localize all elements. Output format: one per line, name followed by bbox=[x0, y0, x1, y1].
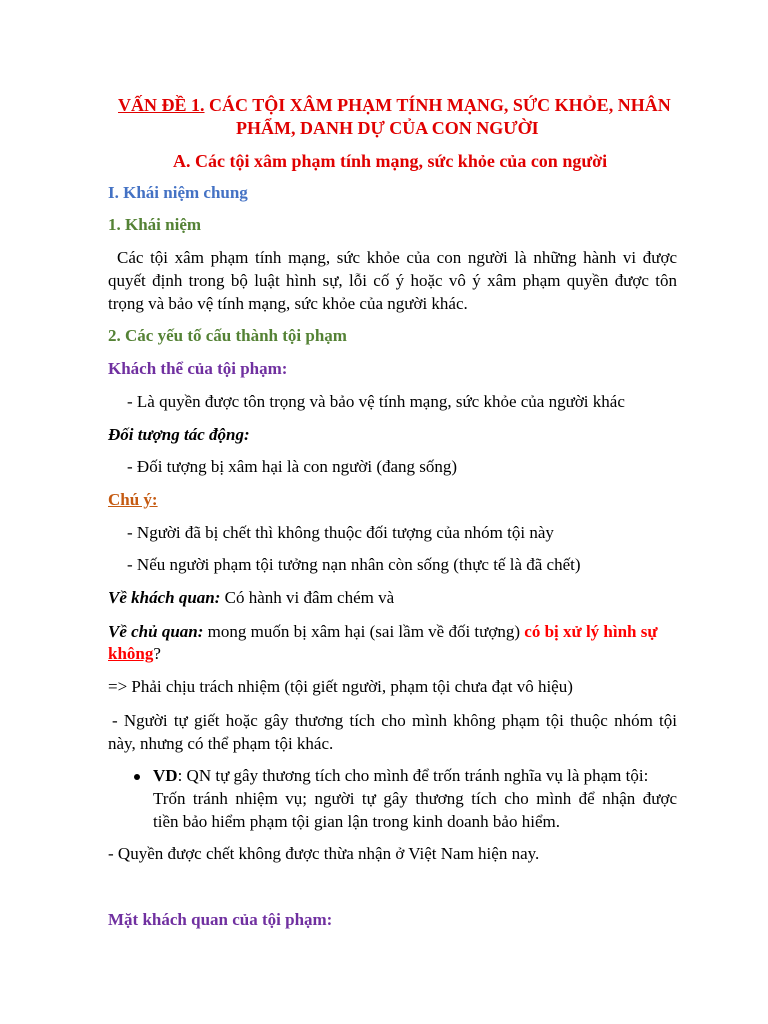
ve-chu-quan-label: Về chủ quan: bbox=[108, 622, 204, 641]
doi-tuong-item: - Đối tượng bị xâm hại là con người (đang sống) bbox=[127, 457, 458, 476]
definition-line2: quyết định trong bộ luật hình sự, lỗi cố ý hoặc vô ý xâm phạm quyền được tôn bbox=[108, 271, 677, 290]
ve-khach-quan-text: Có hành vi đâm chém và bbox=[220, 588, 395, 607]
chu-y-item2: - Nếu người phạm tội tưởng nạn nhân còn sống (thực tế là đã chết) bbox=[127, 555, 581, 574]
document-title-line1 bbox=[118, 94, 671, 116]
ve-chu-quan-qmark: ? bbox=[153, 644, 161, 663]
ve-chu-quan-line1 bbox=[108, 621, 658, 643]
ve-khach-quan-line bbox=[108, 587, 394, 609]
right-to-die-line: - Quyền được chết không được thừa nhận ở Việt Nam hiện nay. bbox=[108, 844, 540, 863]
conclusion-line: => Phải chịu trách nhiệm (tội giết người, phạm tội chưa đạt vô hiệu) bbox=[108, 677, 573, 696]
example-text1: : QN tự gây thương tích cho mình để trốn tránh nghĩa vụ là phạm tội: bbox=[177, 766, 649, 785]
section-heading-I: I. Khái niệm chung bbox=[108, 183, 248, 202]
doi-tuong-label: Đối tượng tác động: bbox=[108, 425, 250, 444]
document-subtitle: A. Các tội xâm phạm tính mạng, sức khỏe của con người bbox=[173, 151, 608, 171]
ve-chu-quan-text: mong muốn bị xâm hại (sai lầm về đối tượng) bbox=[203, 622, 525, 641]
example-label: VD bbox=[153, 766, 178, 785]
section-heading-1: 1. Khái niệm bbox=[108, 215, 202, 234]
self-harm-line2: này, nhưng có thể phạm tội khác. bbox=[108, 734, 334, 753]
example-line2: Trốn tránh nhiệm vụ; người tự gây thương tích cho mình để nhận được bbox=[153, 789, 677, 808]
chu-y-item1: - Người đã bị chết thì không thuộc đối tượng của nhóm tội này bbox=[127, 523, 554, 542]
chu-y-label: Chú ý: bbox=[108, 490, 158, 509]
ve-chu-quan-question-end: không bbox=[108, 644, 154, 663]
ve-chu-quan-line2 bbox=[108, 643, 161, 665]
title-rest: CÁC TỘI XÂM PHẠM TÍNH MẠNG, SỨC KHỎE, NHÂN bbox=[204, 95, 671, 115]
example-line1 bbox=[153, 765, 648, 787]
self-harm-line1: - Người tự giết hoặc gây thương tích cho mình không phạm tội thuộc nhóm tội bbox=[112, 711, 677, 730]
khach-the-item: - Là quyền được tôn trọng và bảo vệ tính mạng, sức khỏe của người khác bbox=[127, 392, 625, 411]
definition-line1: Các tội xâm phạm tính mạng, sức khỏe của con người là những hành vi được bbox=[117, 248, 677, 267]
ve-chu-quan-question: có bị xử lý hình sự bbox=[524, 622, 658, 641]
mat-khach-quan-heading: Mặt khách quan của tội phạm: bbox=[108, 910, 333, 929]
section-heading-2: 2. Các yếu tố cấu thành tội phạm bbox=[108, 326, 347, 345]
bullet-dot bbox=[134, 774, 140, 780]
ve-khach-quan-label: Về khách quan: bbox=[108, 588, 221, 607]
title-prefix: VẤN ĐỀ 1. bbox=[118, 95, 205, 115]
document-title-line2: PHẨM, DANH DỰ CỦA CON NGƯỜI bbox=[236, 118, 539, 138]
khach-the-label: Khách thể của tội phạm: bbox=[108, 359, 288, 378]
example-line3: tiền bảo hiểm phạm tội gian lận trong kinh doanh bảo hiểm. bbox=[153, 812, 560, 831]
definition-line3: trọng và bảo vệ tính mạng, sức khỏe của người khác. bbox=[108, 294, 468, 313]
